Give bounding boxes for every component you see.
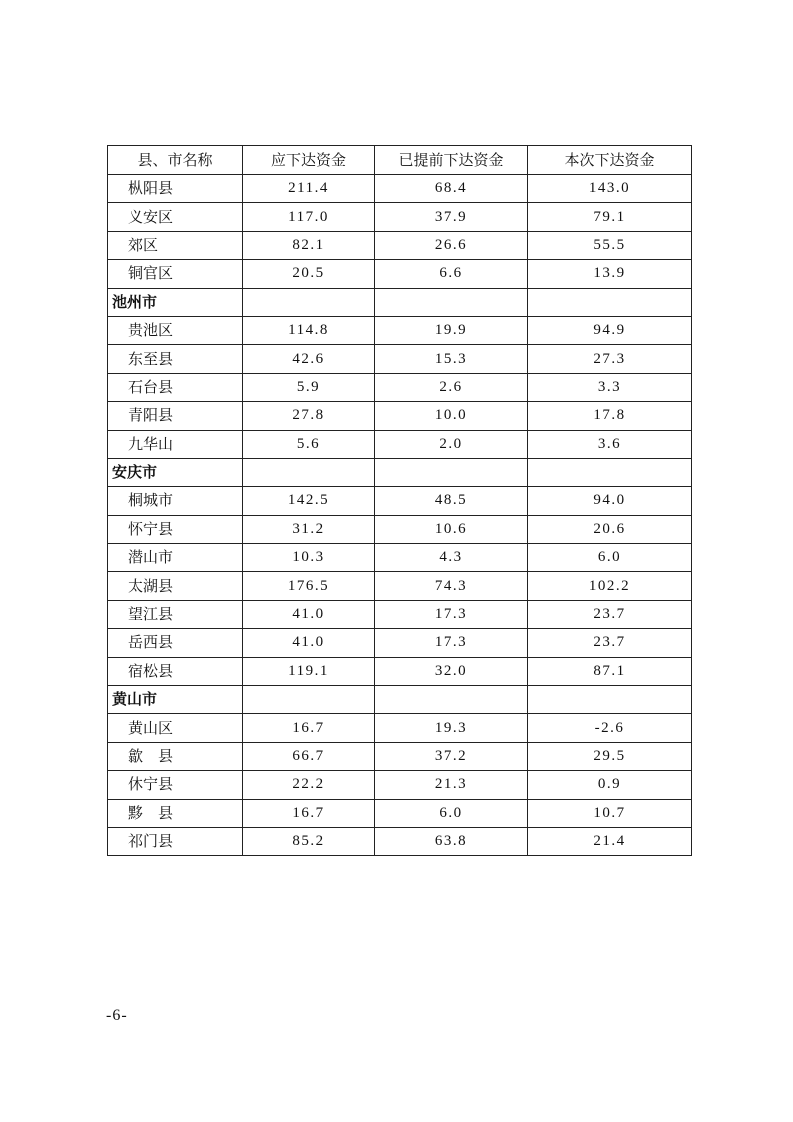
header-advance-funds: 已提前下达资金	[375, 146, 528, 175]
empty-cell	[375, 458, 528, 486]
funding-table	[107, 145, 692, 856]
due-funds-cell: 66.7	[243, 742, 375, 770]
advance-funds-cell: 63.8	[375, 827, 528, 855]
current-funds-cell: 87.1	[528, 657, 692, 685]
current-funds-cell: 29.5	[528, 742, 692, 770]
due-funds-cell: 176.5	[243, 572, 375, 600]
due-funds-cell: 142.5	[243, 487, 375, 515]
advance-funds-cell: 17.3	[375, 600, 528, 628]
county-name-cell: 祁门县	[108, 827, 243, 855]
county-name-cell: 潜山市	[108, 544, 243, 572]
due-funds-cell: 119.1	[243, 657, 375, 685]
county-name-cell: 九华山	[108, 430, 243, 458]
table-row	[108, 203, 692, 231]
current-funds-cell: 94.9	[528, 316, 692, 344]
table-row	[108, 402, 692, 430]
current-funds-cell: 3.6	[528, 430, 692, 458]
county-name-cell: 宿松县	[108, 657, 243, 685]
advance-funds-cell: 4.3	[375, 544, 528, 572]
city-name: 黄山市	[108, 686, 243, 714]
advance-funds-cell: 6.0	[375, 799, 528, 827]
table-header	[108, 146, 692, 175]
current-funds-cell: 21.4	[528, 827, 692, 855]
county-name-cell: 东至县	[108, 345, 243, 373]
current-funds-cell: 143.0	[528, 175, 692, 203]
advance-funds-cell: 10.6	[375, 515, 528, 543]
empty-cell	[375, 288, 528, 316]
advance-funds-cell: 2.6	[375, 373, 528, 401]
current-funds-cell: 94.0	[528, 487, 692, 515]
county-name-cell: 黟 县	[108, 799, 243, 827]
advance-funds-cell: 37.9	[375, 203, 528, 231]
table-row	[108, 572, 692, 600]
current-funds-cell: 17.8	[528, 402, 692, 430]
current-funds-cell: 6.0	[528, 544, 692, 572]
advance-funds-cell: 10.0	[375, 402, 528, 430]
due-funds-cell: 20.5	[243, 260, 375, 288]
table-body	[108, 175, 692, 856]
due-funds-cell: 22.2	[243, 771, 375, 799]
table-row	[108, 600, 692, 628]
table-row	[108, 175, 692, 203]
county-name-cell: 休宁县	[108, 771, 243, 799]
advance-funds-cell: 19.9	[375, 316, 528, 344]
empty-cell	[243, 686, 375, 714]
table-row	[108, 629, 692, 657]
due-funds-cell: 82.1	[243, 231, 375, 259]
due-funds-cell: 16.7	[243, 714, 375, 742]
table-row	[108, 742, 692, 770]
county-name-cell: 铜官区	[108, 260, 243, 288]
current-funds-cell: 23.7	[528, 600, 692, 628]
advance-funds-cell: 26.6	[375, 231, 528, 259]
county-name-cell: 黄山区	[108, 714, 243, 742]
table-row	[108, 657, 692, 685]
advance-funds-cell: 19.3	[375, 714, 528, 742]
current-funds-cell: 23.7	[528, 629, 692, 657]
header-current-funds: 本次下达资金	[528, 146, 692, 175]
due-funds-cell: 31.2	[243, 515, 375, 543]
due-funds-cell: 27.8	[243, 402, 375, 430]
current-funds-cell: 13.9	[528, 260, 692, 288]
table-row	[108, 231, 692, 259]
header-due-funds: 应下达资金	[243, 146, 375, 175]
county-name-cell: 怀宁县	[108, 515, 243, 543]
county-name-cell: 贵池区	[108, 316, 243, 344]
page-number: -6-	[106, 1007, 128, 1024]
header-row	[108, 146, 692, 175]
current-funds-cell: 20.6	[528, 515, 692, 543]
empty-cell	[243, 288, 375, 316]
empty-cell	[528, 458, 692, 486]
county-name-cell: 太湖县	[108, 572, 243, 600]
county-name-cell: 歙 县	[108, 742, 243, 770]
advance-funds-cell: 6.6	[375, 260, 528, 288]
advance-funds-cell: 21.3	[375, 771, 528, 799]
county-name-cell: 义安区	[108, 203, 243, 231]
table-row	[108, 515, 692, 543]
due-funds-cell: 114.8	[243, 316, 375, 344]
table-row	[108, 771, 692, 799]
city-name: 安庆市	[108, 458, 243, 486]
due-funds-cell: 41.0	[243, 629, 375, 657]
due-funds-cell: 5.9	[243, 373, 375, 401]
due-funds-cell: 211.4	[243, 175, 375, 203]
table-row	[108, 487, 692, 515]
due-funds-cell: 5.6	[243, 430, 375, 458]
due-funds-cell: 85.2	[243, 827, 375, 855]
header-county-name: 县、市名称	[108, 146, 243, 175]
advance-funds-cell: 68.4	[375, 175, 528, 203]
advance-funds-cell: 2.0	[375, 430, 528, 458]
table-row	[108, 544, 692, 572]
current-funds-cell: 79.1	[528, 203, 692, 231]
city-group-row	[108, 458, 692, 486]
table-row	[108, 714, 692, 742]
due-funds-cell: 41.0	[243, 600, 375, 628]
county-name-cell: 桐城市	[108, 487, 243, 515]
empty-cell	[528, 686, 692, 714]
advance-funds-cell: 32.0	[375, 657, 528, 685]
city-group-row	[108, 288, 692, 316]
due-funds-cell: 117.0	[243, 203, 375, 231]
due-funds-cell: 10.3	[243, 544, 375, 572]
current-funds-cell: 0.9	[528, 771, 692, 799]
due-funds-cell: 16.7	[243, 799, 375, 827]
table-row	[108, 260, 692, 288]
empty-cell	[375, 686, 528, 714]
current-funds-cell: -2.6	[528, 714, 692, 742]
county-name-cell: 石台县	[108, 373, 243, 401]
advance-funds-cell: 48.5	[375, 487, 528, 515]
table-row	[108, 430, 692, 458]
county-name-cell: 青阳县	[108, 402, 243, 430]
table-row	[108, 345, 692, 373]
table-row	[108, 799, 692, 827]
empty-cell	[528, 288, 692, 316]
advance-funds-cell: 74.3	[375, 572, 528, 600]
current-funds-cell: 102.2	[528, 572, 692, 600]
current-funds-cell: 10.7	[528, 799, 692, 827]
advance-funds-cell: 17.3	[375, 629, 528, 657]
county-name-cell: 岳西县	[108, 629, 243, 657]
advance-funds-cell: 15.3	[375, 345, 528, 373]
current-funds-cell: 55.5	[528, 231, 692, 259]
county-name-cell: 枞阳县	[108, 175, 243, 203]
empty-cell	[243, 458, 375, 486]
county-name-cell: 望江县	[108, 600, 243, 628]
table-row	[108, 827, 692, 855]
current-funds-cell: 3.3	[528, 373, 692, 401]
current-funds-cell: 27.3	[528, 345, 692, 373]
city-name: 池州市	[108, 288, 243, 316]
table-row	[108, 373, 692, 401]
city-group-row	[108, 686, 692, 714]
county-name-cell: 郊区	[108, 231, 243, 259]
table-row	[108, 316, 692, 344]
advance-funds-cell: 37.2	[375, 742, 528, 770]
due-funds-cell: 42.6	[243, 345, 375, 373]
